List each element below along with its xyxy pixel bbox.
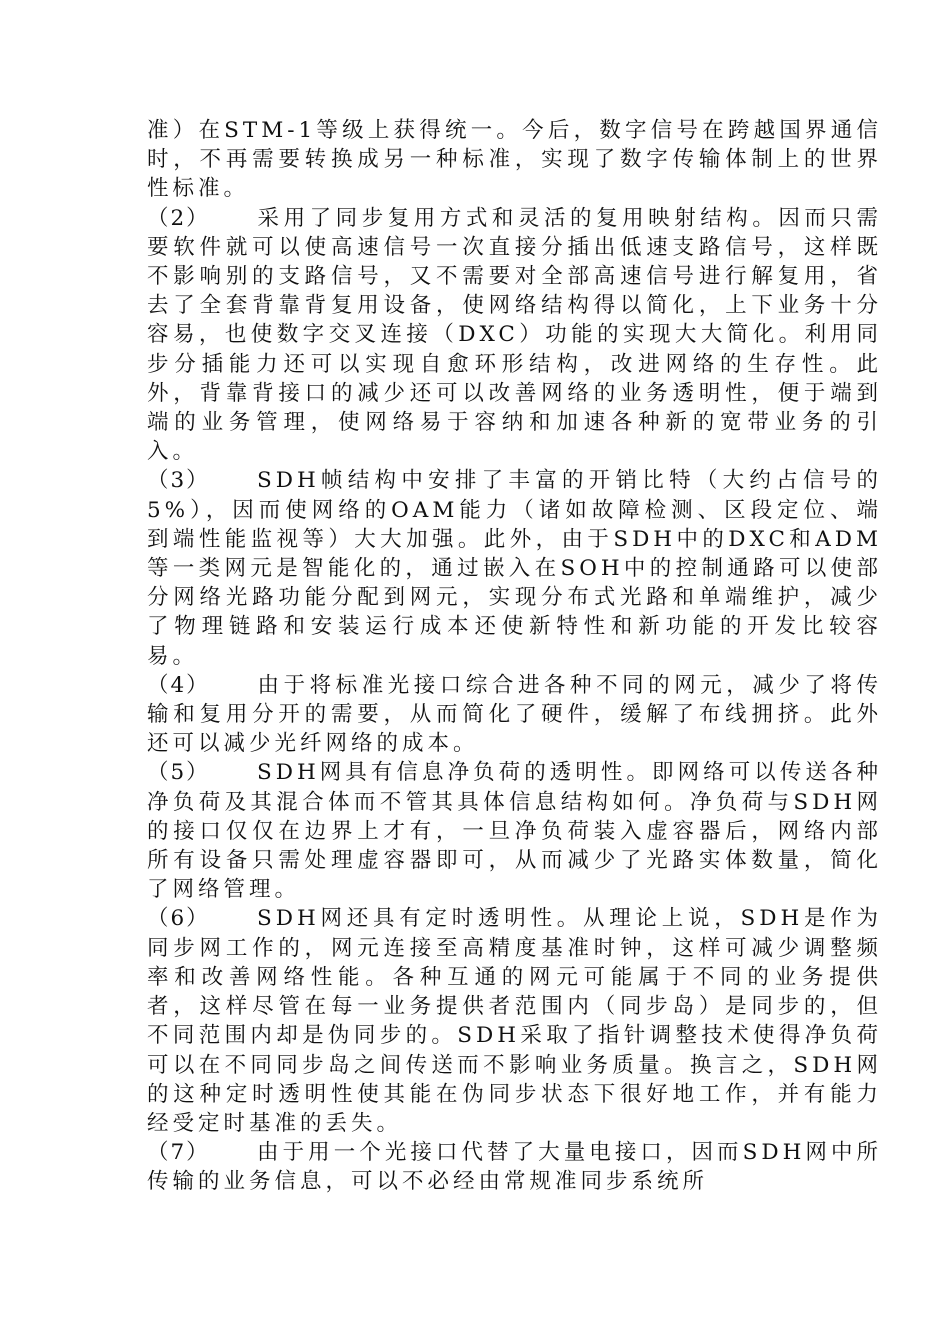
paragraph-5 [147,758,882,904]
document-body [147,116,882,1197]
paragraph-text: SDH网还具有定时透明性。从理论上说，SDH是作为同步网工作的，网元连接至高精度基准时钟，这样可减少调整频率和改善网络性能。各种互通的网元可能属于不同的业务提供者，这样尽管在每一业务提供者范围内（同步岛）是同步的，但不同范围内却是伪同步的。SDH采取了指针调整技术使得净负荷可以在不同同步岛之间传送而不影响业务质量。换言之，SDH网的这种定时透明性使其能在伪同步状态下很好地工作，并有能力经受定时基准的丢失。 [147,906,882,1136]
paragraph-4 [147,671,882,759]
paragraph-number: （5） [147,760,210,786]
paragraph-text: 由于将标准光接口综合进各种不同的网元，减少了将传输和复用分开的需要，从而简化了硬件，缓解了布线拥挤。此外还可以减少光纤网络的成本。 [147,672,882,757]
paragraph-number: （3） [147,468,210,494]
paragraph-text: SDH网具有信息净负荷的透明性。即网络可以传送各种净负荷及其混合体而不管其具体信息结构如何。净负荷与SDH网的接口仅仅在边界上才有，一旦净负荷装入虚容器后，网络内部所有设备只需处理虚容器即可，从而减少了光路实体数量，简化了网络管理。 [147,760,882,903]
paragraph-2 [147,204,882,467]
paragraph-number: （4） [147,672,210,698]
paragraph-7 [147,1138,882,1196]
paragraph-intro [147,116,882,204]
paragraph-text: 准）在STM-1等级上获得统一。今后，数字信号在跨越国界通信时，不再需要转换成另一种标准，实现了数字传输体制上的世界性标准。 [147,118,882,202]
paragraph-number: （6） [147,906,210,932]
paragraph-6 [147,904,882,1138]
paragraph-text: SDH帧结构中安排了丰富的开销比特（大约占信号的5%），因而使网络的OAM能力（诸如故障检测、区段定位、端到端性能监视等）大大加强。此外，由于SDH中的DXC和ADM等一类网元是智能化的，通过嵌入在SOH中的控制通路可以使部分网络光路功能分配到网元，实现分布式光路和单端维护，减少了物理链路和安装运行成本还使新特性和新功能的开发比较容易。 [147,468,882,669]
paragraph-3 [147,466,882,670]
paragraph-text: 采用了同步复用方式和灵活的复用映射结构。因而只需要软件就可以使高速信号一次直接分插出低速支路信号，这样既不影响别的支路信号，又不需要对全部高速信号进行解复用，省去了全套背靠背复用设备，使网络结构得以简化，上下业务十分容易，也使数字交叉连接（DXC）功能的实现大大简化。利用同步分插能力还可以实现自愈环形结构，改进网络的生存性。此外，背靠背接口的减少还可以改善网络的业务透明性，便于端到端的业务管理，使网络易于容纳和加速各种新的宽带业务的引入。 [147,205,882,465]
paragraph-text: 由于用一个光接口代替了大量电接口，因而SDH网中所传输的业务信息，可以不必经由常规准同步系统所 [147,1140,882,1195]
paragraph-number: （7） [147,1140,210,1166]
paragraph-number: （2） [147,205,210,231]
